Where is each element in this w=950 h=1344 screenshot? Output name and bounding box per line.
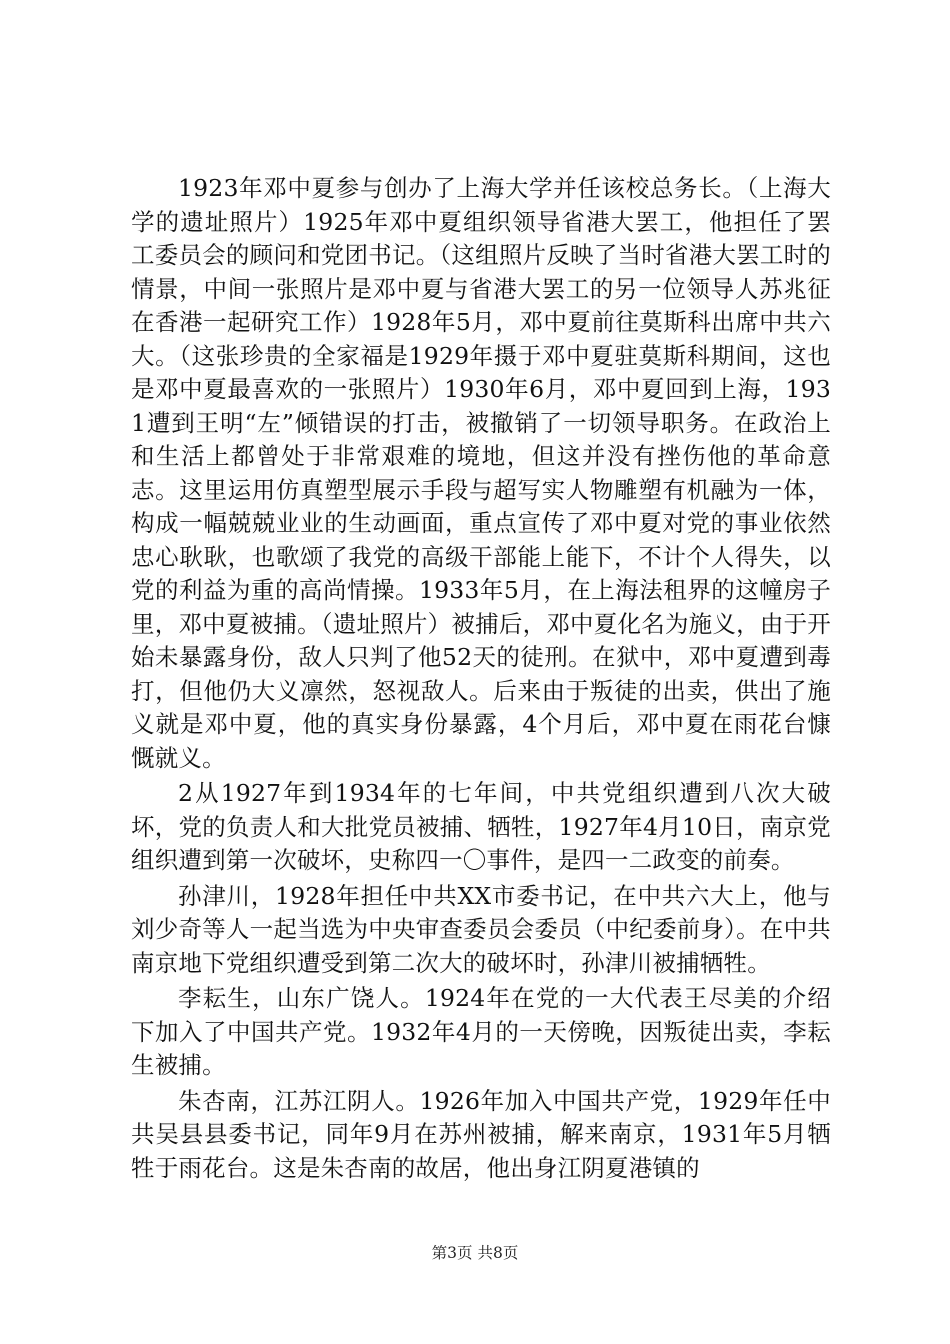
paragraph-deng-zhongxia: 1923年邓中夏参与创办了上海大学并任该校总务长。（上海大学的遗址照片）1925年邓中夏组织领导省港大罢工，他担任了罢工委员会的顾问和党团书记。（这组照片反映了当时省港大罢工时的情景，中间一张照片是邓中夏与省港大罢工的另一位领导人苏兆征在香港一起研究工作）1928年5月，邓中夏前往莫斯科出席中共六大。（这张珍贵的全家福是1929年摄于邓中夏驻莫斯科期间，这也是邓中夏最喜欢的一张照片）1930年6月，邓中夏回到上海，1931遭到王明“左”倾错误的打击，被撤销了一切领导职务。在政治上和生活上都曾处于非常艰难的境地，但这并没有挫伤他的革命意志。这里运用仿真塑型展示手段与超写实人物雕塑有机融为一体，构成一幅兢兢业业的生动画面，重点宣传了邓中夏对党的事业依然忠心耿耿，也歌颂了我党的高级干部能上能下，不计个人得失，以党的利益为重的高尚情操。1933年5月，在上海法租界的这幢房子里，邓中夏被捕。（遗址照片）被捕后，邓中夏化名为施义，由于开始未暴露身份，敌人只判了他52天的徒刑。在狱中，邓中夏遭到毒打，但他仍大义凛然，怒视敌人。后来由于叛徒的出卖，供出了施义就是邓中夏，他的真实身份暴露，4个月后，邓中夏在雨花台慷慨就义。 bbox=[131, 174, 831, 772]
document-body bbox=[131, 172, 831, 1185]
page-number-footer: 第3页 共8页 bbox=[431, 1244, 519, 1262]
paragraph-party-destruction: 2从1927年到1934年的七年间，中共党组织遭到八次大破坏，党的负责人和大批党员被捕、牺牲，1927年4月10日，南京党组织遭到第一次破坏，史称四一〇事件，是四一二政变的前奏。 bbox=[131, 779, 831, 874]
paragraph-li-yunsheng: 李耘生，山东广饶人。1924年在党的一大代表王尽美的介绍下加入了中国共产党。1932年4月的一天傍晚，因叛徒出卖，李耘生被捕。 bbox=[131, 984, 831, 1079]
paragraph-zhu-xingnan: 朱杏南，江苏江阴人。1926年加入中国共产党，1929年任中共吴县县委书记，同年9月在苏州被捕，解来南京，1931年5月牺牲于雨花台。这是朱杏南的故居，他出身江阴夏港镇的 bbox=[131, 1086, 831, 1182]
paragraph-sun-jinchuan: 孙津川，1928年担任中共XX市委书记，在中共六大上，他与刘少奇等人一起当选为中央审查委员会委员（中纪委前身）。在中共南京地下党组织遭受到第二次大的破坏时，孙津川被捕牺牲。 bbox=[131, 881, 831, 977]
